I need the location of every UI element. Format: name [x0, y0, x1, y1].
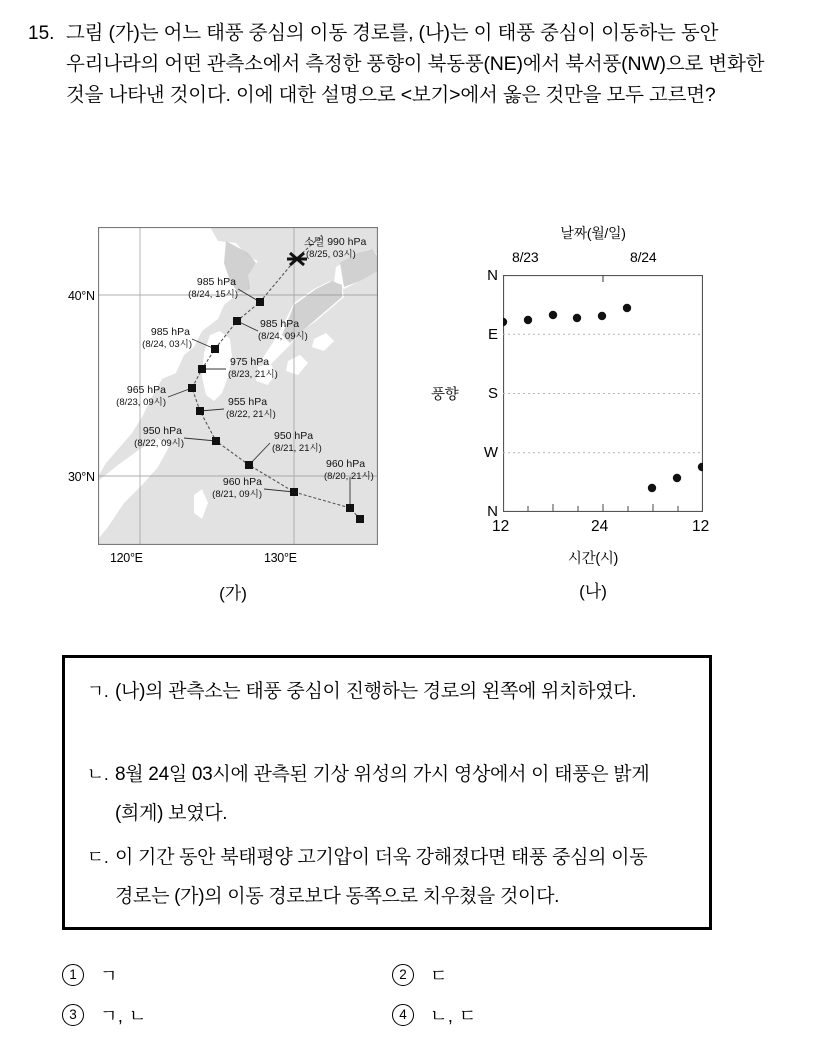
svg-text:985 hPa: 985 hPa	[196, 276, 236, 288]
chart-y-tick-n-top: N	[487, 267, 498, 284]
svg-text:(8/22, 09시): (8/22, 09시)	[134, 438, 184, 449]
chart-svg	[503, 275, 703, 512]
choice-row-1	[62, 955, 722, 995]
svg-text:(8/24, 15시): (8/24, 15시)	[188, 289, 238, 300]
choice-option-2[interactable]	[392, 962, 722, 988]
svg-text:(8/25, 03시): (8/25, 03시)	[306, 249, 356, 260]
bogi-marker-2: ㄴ.	[87, 764, 109, 784]
svg-text:(8/23, 21시): (8/23, 21시)	[228, 369, 278, 380]
choice-option-1[interactable]	[62, 962, 392, 988]
choice-number-2: 2	[392, 964, 414, 986]
svg-text:소멸 990 hPa: 소멸 990 hPa	[304, 236, 367, 248]
bogi-item-3	[87, 838, 693, 916]
chart-date-tick-1: 8/24	[630, 249, 657, 265]
choice-label-4: ㄴ, ㄷ	[430, 1006, 477, 1026]
svg-text:(8/22, 21시): (8/22, 21시)	[226, 409, 276, 420]
question-text: 그림 (가)는 어느 태풍 중심의 이동 경로를, (나)는 이 태풍 중심이 이동하는 동안 우리나라의 어떤 관측소에서 측정한 풍향이 북동풍(NE)에서 북서풍(NW)으로 변화한 것을 나타낸 것이다. 이에 대한 설명으로 <보기>에서 옳은 것만을 모두 고르면?	[66, 22, 765, 106]
figures-area	[0, 205, 826, 625]
map-svg	[98, 227, 378, 545]
chart-top-axis-title: 날짜(월/일)	[560, 225, 626, 241]
svg-text:985 hPa: 985 hPa	[150, 326, 190, 338]
typhoon-track-map-figure	[68, 227, 398, 607]
choice-option-3[interactable]	[62, 1002, 392, 1028]
svg-text:(8/24, 09시): (8/24, 09시)	[258, 331, 308, 342]
map-frame	[98, 227, 378, 545]
map-figure-caption: (가)	[219, 584, 247, 603]
bogi-text-1: (나)의 관측소는 태풍 중심이 진행하는 경로의 왼쪽에 위치하였다.	[115, 681, 637, 702]
bogi-box	[62, 655, 712, 930]
question-block	[28, 18, 788, 111]
chart-x-tick-2: 12	[692, 518, 710, 535]
svg-text:960 hPa: 960 hPa	[222, 476, 262, 488]
bogi-item-1	[87, 672, 693, 711]
svg-text:(8/24, 03시): (8/24, 03시)	[142, 339, 192, 350]
bogi-item-2	[87, 755, 693, 833]
choice-number-1: 1	[62, 964, 84, 986]
choice-number-3: 3	[62, 1004, 84, 1026]
svg-text:950 hPa: 950 hPa	[142, 425, 182, 437]
svg-text:985 hPa: 985 hPa	[260, 318, 300, 330]
chart-y-tick-n-bottom: N	[487, 503, 498, 520]
choice-number-4: 4	[392, 1004, 414, 1026]
svg-text:955 hPa: 955 hPa	[228, 396, 268, 408]
svg-text:(8/20, 21시): (8/20, 21시)	[324, 471, 374, 482]
svg-text:950 hPa: 950 hPa	[274, 430, 314, 442]
svg-text:(8/21, 21시): (8/21, 21시)	[272, 443, 322, 454]
choice-row-2	[62, 995, 722, 1035]
bogi-text-2: 8월 24일 03시에 관측된 기상 위성의 가시 영상에서 이 태풍은 밝게(희게) 보였다.	[115, 764, 650, 824]
chart-y-axis-title: 풍향	[431, 387, 459, 403]
chart-x-tick-0: 12	[492, 518, 510, 535]
map-lon-label-130e: 130°E	[264, 551, 297, 565]
chart-y-tick-s: S	[487, 385, 498, 402]
choice-label-1: ㄱ	[100, 966, 118, 986]
svg-text:(8/23, 09시): (8/23, 09시)	[116, 397, 166, 408]
question-row	[28, 18, 788, 111]
choice-label-3: ㄱ, ㄴ	[100, 1006, 147, 1026]
bogi-marker-1: ㄱ.	[87, 681, 109, 701]
svg-text:975 hPa: 975 hPa	[230, 356, 270, 368]
svg-text:(8/21, 09시): (8/21, 09시)	[212, 489, 262, 500]
bogi-marker-3: ㄷ.	[87, 847, 109, 867]
chart-y-tick-w: W	[483, 444, 498, 461]
chart-x-tick-1: 24	[591, 518, 609, 535]
wind-direction-chart-figure	[428, 205, 758, 607]
chart-y-tick-e: E	[487, 326, 498, 343]
answer-choices	[62, 955, 722, 1035]
chart-date-tick-0: 8/23	[512, 249, 539, 265]
question-number: 15.	[28, 23, 55, 44]
svg-text:960 hPa: 960 hPa	[326, 458, 366, 470]
choice-option-4[interactable]	[392, 1002, 722, 1028]
chart-figure-caption: (나)	[579, 582, 607, 601]
map-lat-label-30n: 30°N	[68, 470, 95, 484]
map-lat-label-40n: 40°N	[68, 289, 95, 303]
bogi-text-3: 이 기간 동안 북태평양 고기압이 더욱 강해졌다면 태풍 중심의 이동 경로는 (가)의 이동 경로보다 동쪽으로 치우쳤을 것이다.	[115, 847, 648, 907]
chart-plot-area	[503, 275, 703, 512]
svg-text:965 hPa: 965 hPa	[126, 384, 166, 396]
chart-x-axis-title: 시간(시)	[567, 551, 619, 567]
map-lon-label-120e: 120°E	[110, 551, 143, 565]
choice-label-2: ㄷ	[430, 966, 448, 986]
